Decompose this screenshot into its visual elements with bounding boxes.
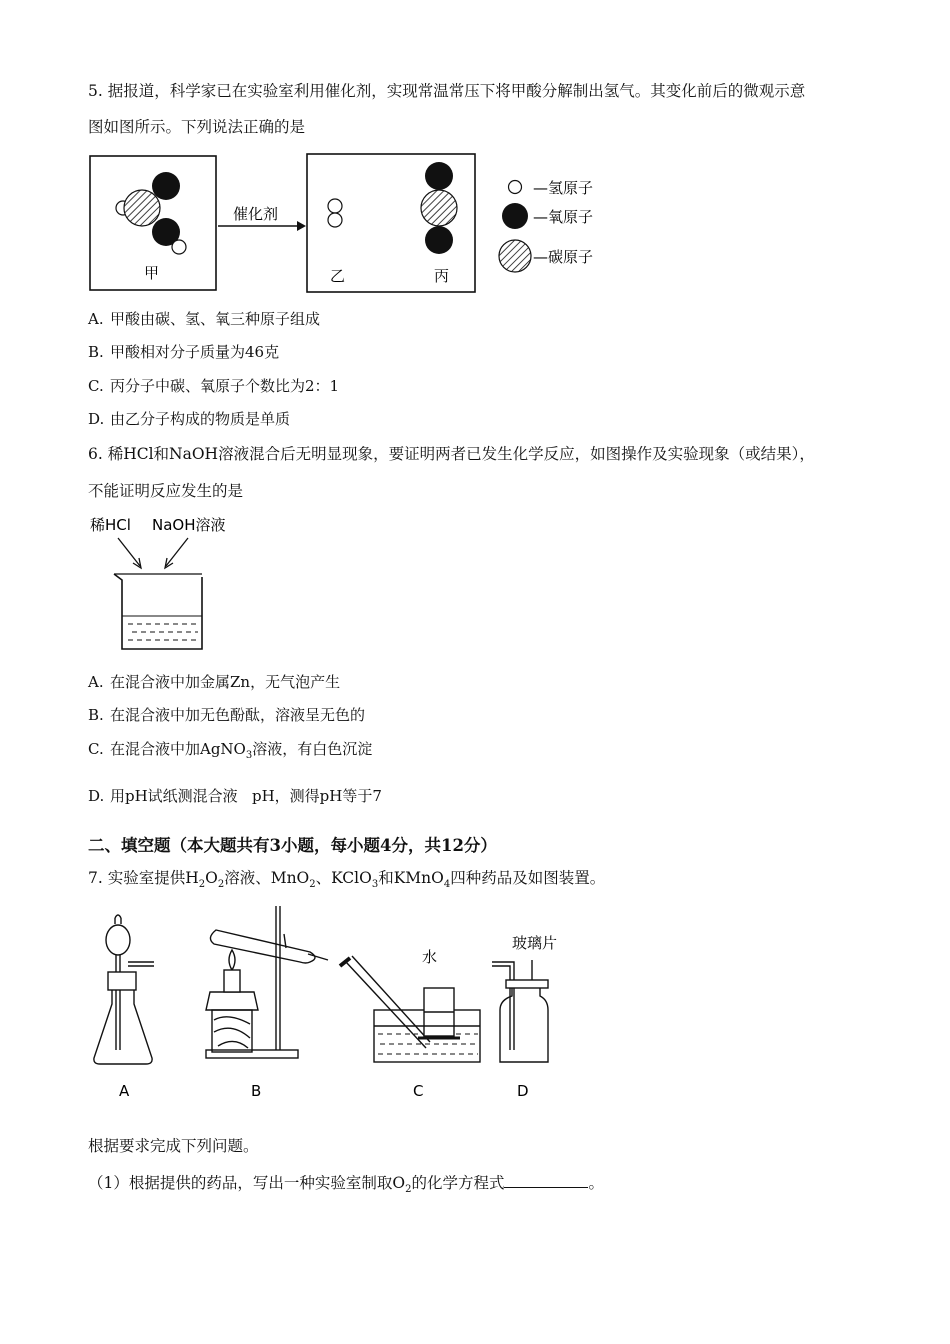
liquid-dashes [128,624,198,640]
q5-stem-line1: 5. 据报道，科学家已在实验室利用催化剂，实现常温常压下将甲酸分解制出氢气。其变化前后的微观示意 [88,82,806,100]
q5-option-c: C. 丙分子中碳、氧原子个数比为2：1 [88,377,340,395]
apparatus-d-bottle-icon [492,960,548,1062]
apparatus-a-flask-icon [94,915,154,1064]
q7-sub1: （1）根据提供的药品，写出一种实验室制取$O_2$的化学方程式 。 [88,1174,604,1196]
beaker-icon [114,574,202,649]
arrow-naoh [166,538,188,566]
arrow-head-icon [297,221,306,231]
label-b: B [251,1082,262,1100]
oxygen-atom [425,226,453,254]
label-yi: 乙 [330,267,346,285]
q6-option-d: D. 用pH试纸测混合液 pH，测得pH等于7 [88,787,382,805]
label-d: D [517,1082,529,1100]
q6-stem-line2: 不能证明反应发生的是 [88,482,244,500]
section-heading: 二、填空题（本大题共有3小题，每小题4分，共12分） [88,836,497,855]
legend-hydrogen: —氢原子 [533,179,594,197]
q5-molecule-diagram [88,150,628,296]
label-naoh-solution: NaOH溶液 [152,516,226,534]
q6-option-b: B. 在混合液中加无色酚酞，溶液呈无色的 [88,706,366,724]
apparatus-c-water-trough-icon [340,956,480,1062]
q7-instruction: 根据要求完成下列问题。 [88,1137,259,1155]
q5-option-b: B. 甲酸相对分子质量为46克 [88,343,280,361]
carbon-atom [421,190,457,226]
answer-blank[interactable] [504,1173,588,1188]
legend-oxygen: —氧原子 [533,208,594,226]
arrow-hcl [118,538,140,566]
label-dilute-hcl: 稀HCl [90,516,131,534]
label-glass-plate: 玻璃片 [512,934,558,952]
hydrogen-atom [328,213,342,227]
q7-intro: 7. 实验室提供$H_2O_2$溶液、MnO$_2$、KClO$_3$和KMnO$_4$四种药品及如图装置。 [88,869,606,891]
q5-option-a: A. 甲酸由碳、氢、氧三种原子组成 [88,310,321,328]
q5-stem-line2: 图如图所示。下列说法正确的是 [88,118,306,136]
q6-option-c: C. 在混合液中加AgNO$_3$溶液，有白色沉淀 [88,740,373,761]
oxygen-atom-icon [502,203,528,229]
carbon-atom [124,190,160,226]
hydrogen-atom [328,199,342,213]
carbon-atom-icon [499,240,531,272]
label-water: 水 [422,948,438,966]
apparatus-b-heating-icon [206,906,328,1058]
q6-option-a: A. 在混合液中加金属Zn，无气泡产生 [88,673,341,691]
legend-carbon: —碳原子 [533,248,594,266]
hydrogen-atom-icon [509,181,522,194]
q5-option-d: D. 由乙分子构成的物质是单质 [88,410,291,428]
label-c: C [413,1082,424,1100]
label-bing: 丙 [434,267,450,285]
hydrogen-atom [172,240,186,254]
label-jia: 甲 [144,264,160,282]
label-a: A [119,1082,130,1100]
catalyst-label: 催化剂 [233,205,279,223]
oxygen-atom [152,172,180,200]
oxygen-atom [425,162,453,190]
q6-beaker-diagram [88,512,248,657]
q7-apparatus-diagram [88,900,588,1105]
q6-stem-line1: 6. 稀HCl和NaOH溶液混合后无明显现象，要证明两者已发生化学反应，如图操作及实验现象（或结果）， [88,445,815,463]
